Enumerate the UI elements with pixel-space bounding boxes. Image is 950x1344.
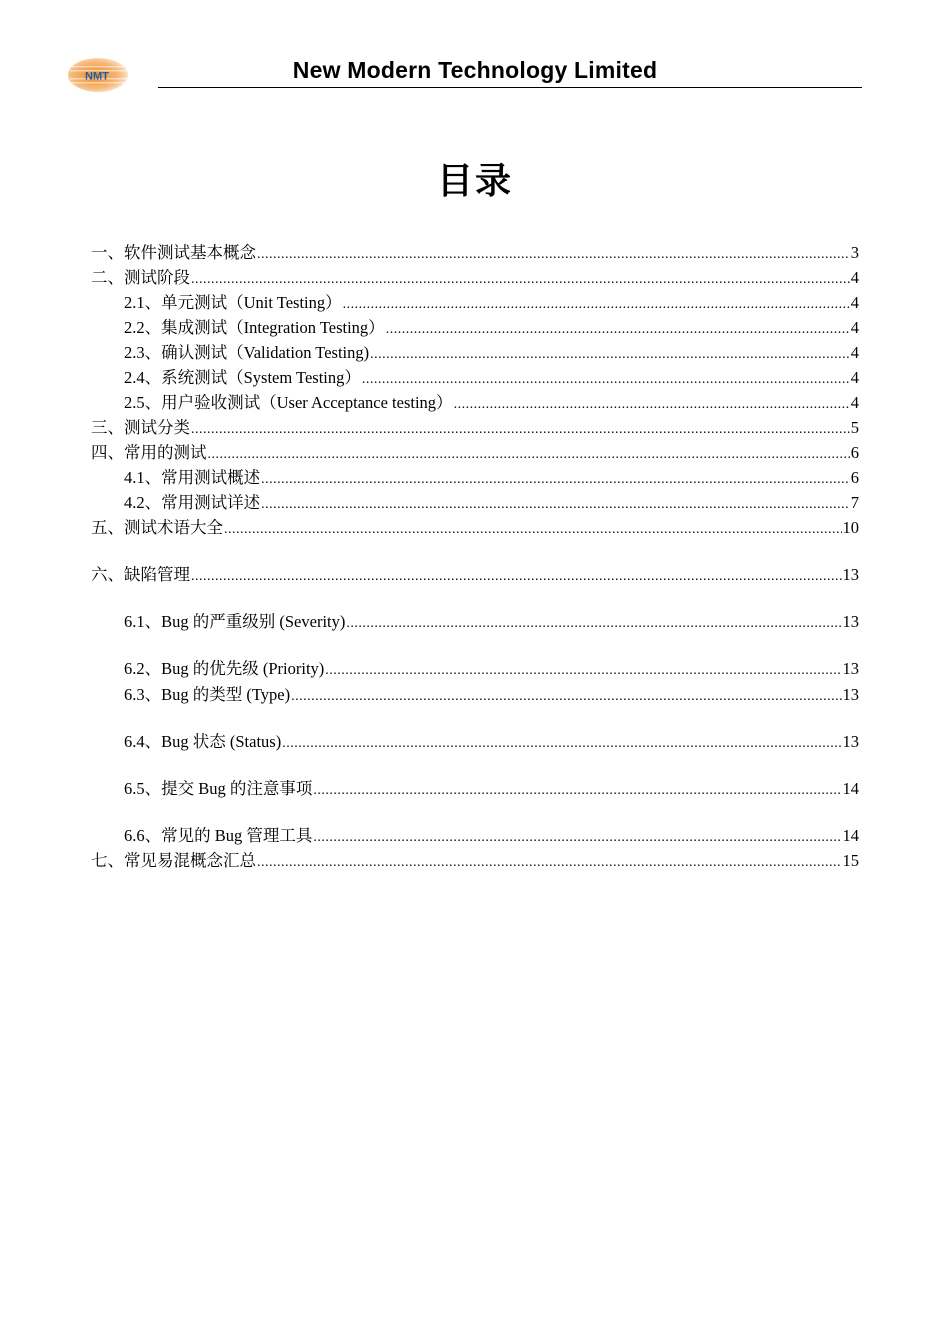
table-of-contents — [91, 240, 859, 873]
toc-page-number: 15 — [842, 851, 859, 870]
toc-entry[interactable] — [91, 609, 859, 634]
toc-leader — [191, 564, 842, 589]
toc-entry[interactable] — [91, 240, 859, 265]
toc-page-number: 14 — [842, 779, 859, 798]
toc-page-number: 7 — [850, 493, 859, 512]
toc-entry-text: 6.6、常见的 Bug 管理工具 — [124, 826, 313, 845]
toc-entry-text: 6.4、Bug 状态 (Status) — [124, 732, 282, 751]
toc-entry[interactable] — [91, 465, 859, 490]
toc-leader — [224, 517, 842, 542]
toc-entry[interactable] — [91, 315, 859, 340]
toc-leader — [313, 778, 841, 803]
toc-page-number: 13 — [842, 732, 859, 751]
toc-entry-text: 三、测试分类 — [91, 418, 190, 437]
toc-entry-text: 五、测试术语大全 — [91, 518, 223, 537]
toc-entry[interactable] — [91, 823, 859, 848]
toc-leader — [313, 825, 841, 850]
toc-entry[interactable] — [91, 365, 859, 390]
toc-leader — [325, 658, 841, 683]
toc-entry[interactable] — [91, 390, 859, 415]
toc-entry-text: 4.1、常用测试概述 — [124, 468, 261, 487]
toc-page-number: 4 — [850, 393, 859, 412]
toc-entry-text: 6.5、提交 Bug 的注意事项 — [124, 779, 313, 798]
toc-leader — [208, 442, 850, 467]
svg-text:NMT: NMT — [85, 70, 109, 83]
toc-page-number: 6 — [850, 468, 859, 487]
toc-entry-text: 一、软件测试基本概念 — [91, 243, 256, 262]
toc-leader — [362, 367, 850, 392]
toc-leader — [257, 242, 850, 267]
toc-title: 目录 — [436, 161, 513, 202]
toc-page-number: 4 — [850, 293, 859, 312]
toc-page-number: 3 — [850, 243, 859, 262]
toc-page-number: 4 — [850, 343, 859, 362]
toc-leader — [191, 267, 850, 292]
toc-entry-text: 6.1、Bug 的严重级别 (Severity) — [124, 612, 346, 631]
toc-leader — [386, 317, 850, 342]
toc-page-number: 6 — [850, 443, 859, 462]
toc-page-number: 10 — [842, 518, 859, 537]
header-divider — [158, 87, 862, 88]
page-header — [68, 52, 862, 90]
toc-entry-text: 6.2、Bug 的优先级 (Priority) — [124, 659, 325, 678]
toc-entry-text: 2.1、单元测试（Unit Testing） — [124, 293, 342, 312]
toc-entry-text: 2.2、集成测试（Integration Testing） — [124, 318, 385, 337]
toc-entry[interactable] — [91, 562, 859, 587]
toc-page-number: 13 — [842, 565, 859, 584]
toc-entry-text: 2.4、系统测试（System Testing） — [124, 368, 361, 387]
toc-page-number: 14 — [842, 826, 859, 845]
toc-page-number: 4 — [850, 368, 859, 387]
toc-entry[interactable] — [91, 290, 859, 315]
toc-entry-text: 4.2、常用测试详述 — [124, 493, 261, 512]
toc-entry-text: 七、常见易混概念汇总 — [91, 851, 256, 870]
toc-leader — [346, 611, 841, 636]
toc-entry-text: 6.3、Bug 的类型 (Type) — [124, 685, 291, 704]
toc-leader — [257, 850, 842, 875]
toc-entry-text: 四、常用的测试 — [91, 443, 207, 462]
toc-entry-text: 二、测试阶段 — [91, 268, 190, 287]
toc-page-number: 4 — [850, 268, 859, 287]
toc-entry-text: 六、缺陷管理 — [91, 565, 190, 584]
company-name: New Modern Technology Limited — [292, 57, 658, 83]
toc-entry-text: 2.3、确认测试（Validation Testing) — [124, 343, 370, 362]
toc-entry[interactable] — [91, 265, 859, 290]
toc-entry[interactable] — [91, 776, 859, 801]
toc-leader — [343, 292, 850, 317]
toc-entry-text: 2.5、用户验收测试（User Acceptance testing） — [124, 393, 453, 412]
toc-page-number: 4 — [850, 318, 859, 337]
toc-leader — [454, 392, 850, 417]
toc-leader — [370, 342, 850, 367]
toc-entry[interactable] — [91, 440, 859, 465]
toc-page-number: 13 — [842, 685, 859, 704]
toc-leader — [282, 731, 841, 756]
toc-entry[interactable] — [91, 682, 859, 707]
toc-page-number: 13 — [842, 612, 859, 631]
toc-entry[interactable] — [91, 848, 859, 873]
toc-leader — [191, 417, 850, 442]
toc-page-number: 5 — [850, 418, 859, 437]
toc-leader — [291, 684, 841, 709]
toc-entry[interactable] — [91, 340, 859, 365]
toc-entry[interactable] — [91, 656, 859, 681]
toc-leader — [261, 492, 850, 517]
toc-entry[interactable] — [91, 515, 859, 540]
toc-entry[interactable] — [91, 415, 859, 440]
toc-leader — [261, 467, 850, 492]
toc-entry[interactable] — [91, 729, 859, 754]
toc-page-number: 13 — [842, 659, 859, 678]
toc-entry[interactable] — [91, 490, 859, 515]
